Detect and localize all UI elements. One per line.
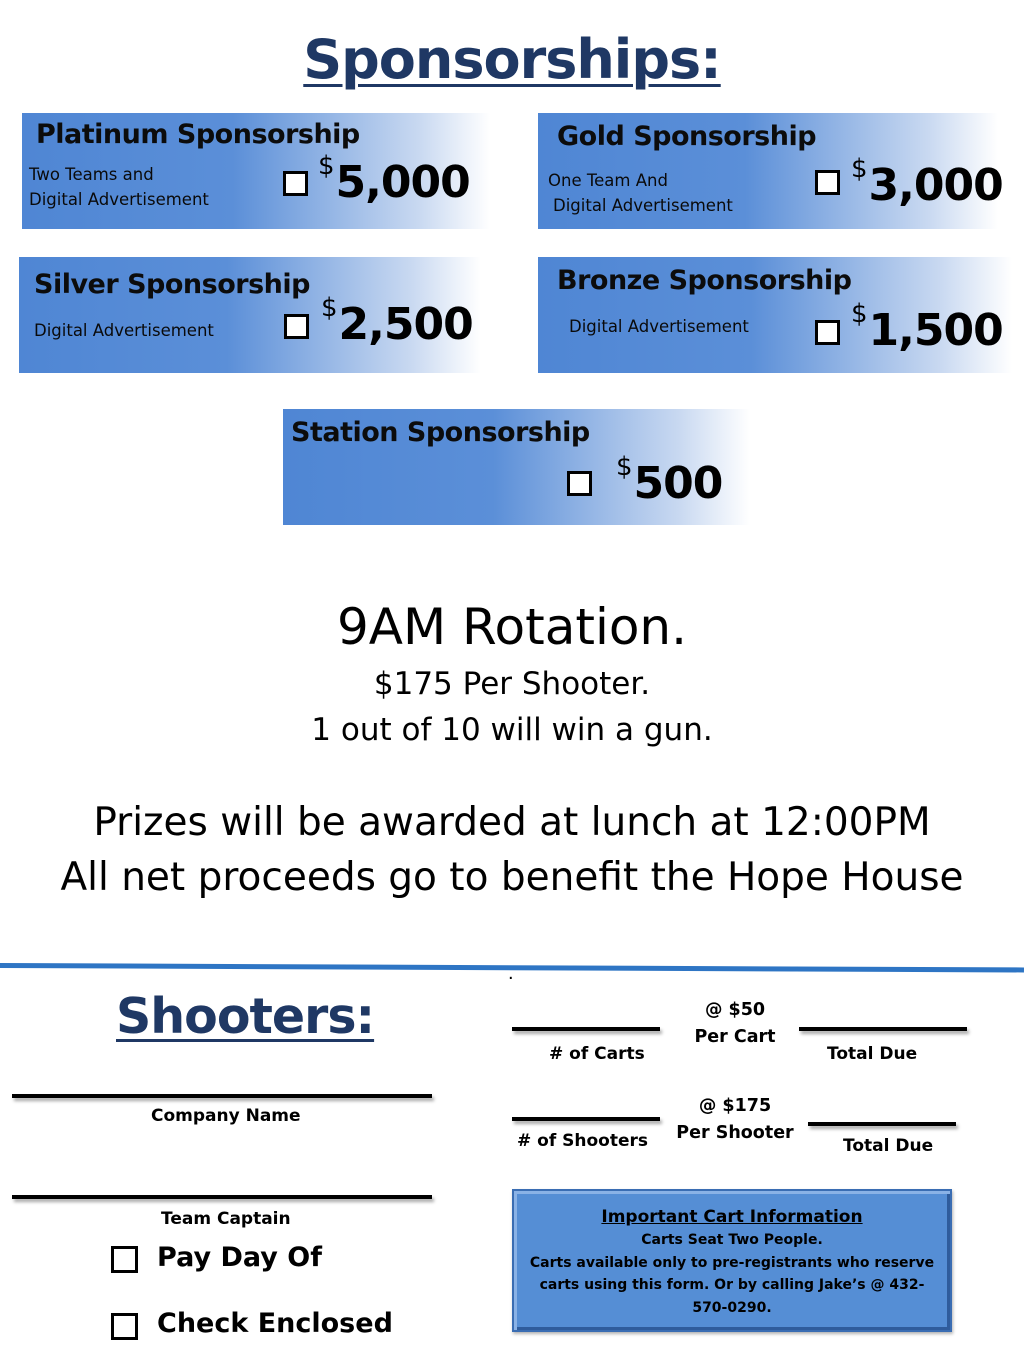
- cart-count-line[interactable]: [512, 1027, 660, 1031]
- platinum-checkbox[interactable]: [283, 171, 308, 196]
- team-captain-line[interactable]: [12, 1195, 432, 1199]
- team-captain-label: Team Captain: [161, 1209, 291, 1229]
- rotation-price: $175 Per Shooter.: [373, 666, 651, 702]
- sponsorship-price: $5,000: [318, 151, 470, 208]
- station-sponsorship-box: [283, 409, 750, 525]
- silver-sponsorship-box: [19, 257, 481, 373]
- sponsorship-description: One Team And Digital Advertisement: [548, 171, 733, 215]
- cart-rate: @ $50 Per Cart: [694, 1000, 776, 1047]
- sponsorship-price: $3,000: [851, 154, 1003, 211]
- silver-checkbox[interactable]: [284, 314, 309, 339]
- divider-dot: .: [508, 962, 514, 984]
- shooter-count-label: # of Shooters: [517, 1131, 649, 1151]
- shooter-rate: @ $175 Per Shooter: [676, 1096, 794, 1143]
- bronze-sponsorship-box: [538, 257, 1012, 373]
- page-title: Sponsorships:: [303, 28, 721, 91]
- sponsorship-name: Platinum Sponsorship: [36, 119, 360, 150]
- shooter-total-line[interactable]: [808, 1122, 956, 1126]
- sponsorship-description: Two Teams and Digital Advertisement: [29, 165, 209, 209]
- sponsorship-name: Station Sponsorship: [291, 417, 590, 448]
- cart-total-label: Total Due: [827, 1044, 918, 1064]
- sponsorship-description: Digital Advertisement: [34, 321, 214, 340]
- sponsorship-name: Bronze Sponsorship: [557, 265, 852, 296]
- sponsorship-name: Gold Sponsorship: [557, 121, 817, 152]
- sponsorship-name: Silver Sponsorship: [34, 269, 310, 300]
- cart-info-title: Important Cart Information: [601, 1207, 863, 1227]
- sponsorship-description: Digital Advertisement: [569, 317, 749, 336]
- platinum-sponsorship-box: [22, 113, 490, 229]
- pay-day-of-checkbox[interactable]: [111, 1246, 138, 1273]
- cart-info-line1: Carts Seat Two People.: [641, 1232, 823, 1248]
- prizes-note: Prizes will be awarded at lunch at 12:00PM: [93, 800, 931, 845]
- station-checkbox[interactable]: [567, 471, 592, 496]
- check-enclosed-label: Check Enclosed: [157, 1308, 393, 1339]
- cart-count-label: # of Carts: [549, 1044, 645, 1064]
- company-name-label: Company Name: [151, 1106, 301, 1126]
- bronze-checkbox[interactable]: [815, 320, 840, 345]
- sponsorship-price: $500: [616, 452, 723, 509]
- sponsorship-price: $1,500: [851, 299, 1003, 356]
- shooter-total-label: Total Due: [843, 1136, 934, 1156]
- rotation-gun-note: 1 out of 10 will win a gun.: [311, 712, 713, 748]
- proceeds-note: All net proceeds go to benefit the Hope House: [60, 855, 964, 900]
- check-enclosed-checkbox[interactable]: [111, 1313, 138, 1340]
- rotation-title: 9AM Rotation.: [336, 598, 688, 656]
- company-name-line[interactable]: [12, 1094, 432, 1098]
- sponsorship-price: $2,500: [321, 293, 473, 350]
- pay-day-of-label: Pay Day Of: [157, 1242, 322, 1273]
- cart-total-line[interactable]: [799, 1027, 967, 1031]
- cart-info-line2: Carts available only to pre-registrants who reserve carts using this form. Or by calling Jake’s @ 432-570-0290.: [529, 1254, 935, 1316]
- gold-sponsorship-box: [538, 113, 1003, 229]
- gold-checkbox[interactable]: [815, 170, 840, 195]
- shooters-title: Shooters:: [116, 988, 375, 1045]
- shooter-count-line[interactable]: [512, 1117, 660, 1121]
- cart-info-box: [512, 1189, 952, 1332]
